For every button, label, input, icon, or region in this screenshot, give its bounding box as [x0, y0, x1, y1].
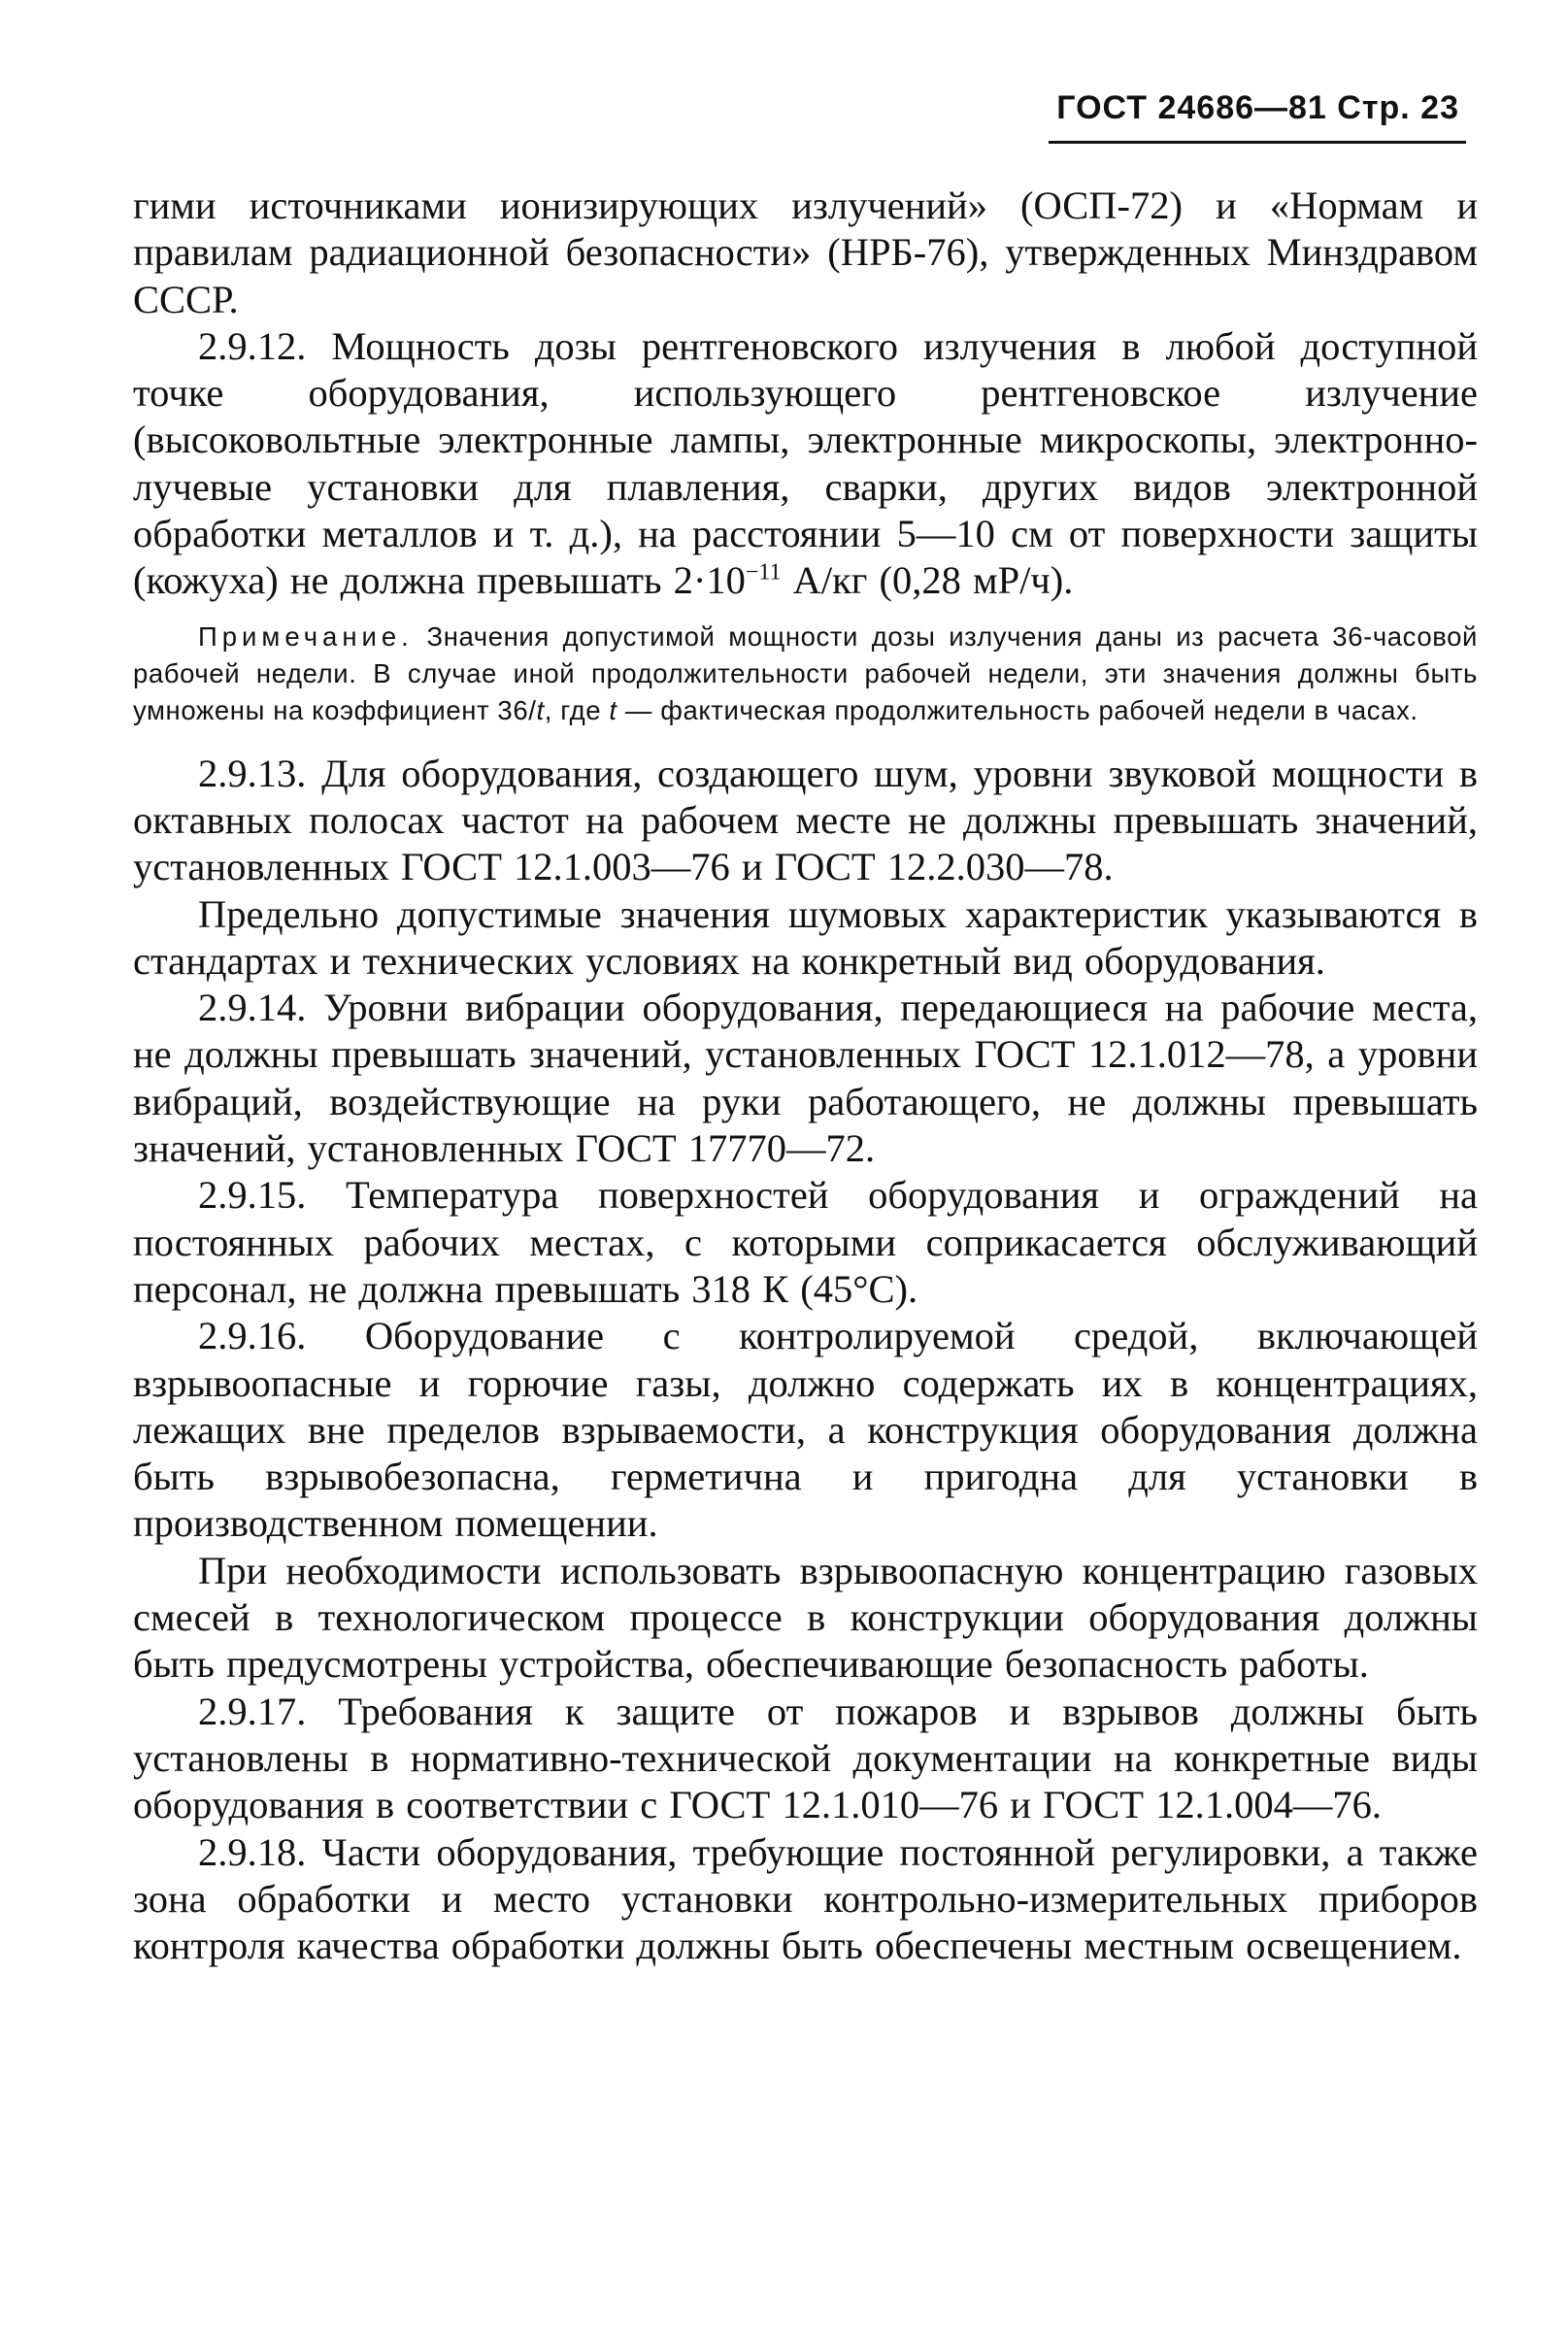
- paragraph-continuation: гими источниками ионизирующих излучений» (ОСП-72) и «Нормам и правилам радиационной безопасности» (НРБ-76), утвержденных Минздравом СССР.: [133, 184, 1478, 321]
- note: [133, 619, 1478, 729]
- clause-2-9-17: 2.9.17. Требования к защите от пожаров и взрывов должны быть установлены в нормативно-технической документации на конкретные виды оборудования в соответствии с ГОСТ 12.1.010—76 и ГОСТ 12.1.004—76.: [133, 1689, 1478, 1827]
- clause-2-9-13: 2.9.13. Для оборудования, создающего шум, уровни звуковой мощности в октавных полосах частот на рабочем месте не должны превышать значений, установленных ГОСТ 12.1.003—76 и ГОСТ 12.2.030—78.: [133, 751, 1478, 889]
- standard-designation: ГОСТ 24686—81: [1056, 89, 1327, 126]
- note-text-1: Значения допустимой мощности дозы излучения даны из расчета 36-часовой рабочей недели. В случае иной продолжительности рабочей недели, эти значения должны быть умножены на коэффициент 36/: [133, 620, 1478, 725]
- running-head: [1056, 89, 1459, 127]
- clause-2-9-14: 2.9.14. Уровни вибрации оборудования, передающиеся на рабочие места, не должны превышать значений, установленных ГОСТ 12.1.012—78, а уровни вибраций, воздействующие на руки работающего, не должны превышать значений, установленных ГОСТ 17770—72.: [133, 986, 1478, 1171]
- header-rule: [1049, 141, 1466, 144]
- page-number: 23: [1420, 89, 1459, 126]
- clause-2-9-12: [133, 323, 1478, 605]
- body-text: [133, 183, 1478, 1969]
- note-label: Примечание.: [198, 620, 414, 652]
- clause-2-9-12-tail: А/кг (0,28 мР/ч).: [781, 558, 1074, 603]
- note-text-3: — фактическая продолжительность рабочей недели в часах.: [617, 694, 1418, 725]
- exponent: −11: [745, 559, 782, 586]
- clause-2-9-16-continuation: При необходимости использовать взрывоопасную концентрацию газовых смесей в технологическом процессе в конструкции оборудования должны быть предусмотрены устройства, обеспечивающие безопасность работы.: [133, 1548, 1478, 1687]
- clause-2-9-16: 2.9.16. Оборудование с контролируемой средой, включающей взрывоопасные и горючие газы, должно содержать их в концентрациях, лежащих вне пределов взрываемости, а конструкция оборудования должна быть взрывобезопасна, герметична и пригодна для установки в производственном помещении.: [133, 1314, 1478, 1546]
- note-variable-t: t: [536, 694, 545, 725]
- page-label: Стр.: [1337, 89, 1411, 126]
- clause-2-9-18: 2.9.18. Части оборудования, требующие постоянной регулировки, а также зона обработки и место установки контрольно-измерительных приборов контроля качества обработки должны быть обеспечены местным освещением.: [133, 1829, 1478, 1968]
- clause-2-9-13-continuation: Предельно допустимые значения шумовых характеристик указываются в стандартах и технических условиях на конкретный вид оборудования.: [133, 891, 1478, 983]
- note-text-2: , где: [544, 694, 610, 725]
- note-variable-t-2: t: [609, 694, 617, 725]
- clause-2-9-15: 2.9.15. Температура поверхностей оборудования и ограждений на постоянных рабочих местах, с которыми соприкасается обслуживающий персонал, не должна превышать 318 К (45°С).: [133, 1173, 1478, 1311]
- clause-2-9-12-text: 2.9.12. Мощность дозы рентгеновского излучения в любой доступной точке оборудования, использующего рентгеновское излучение (высоковольтные электронные лампы, электронные микроскопы, электронно-лучевые установки для плавления, сварки, других видов электронной обработки металлов и т. д.), на расстоянии 5—10 см от поверхности защиты (кожуха) не должна превышать 2·10: [133, 323, 1478, 603]
